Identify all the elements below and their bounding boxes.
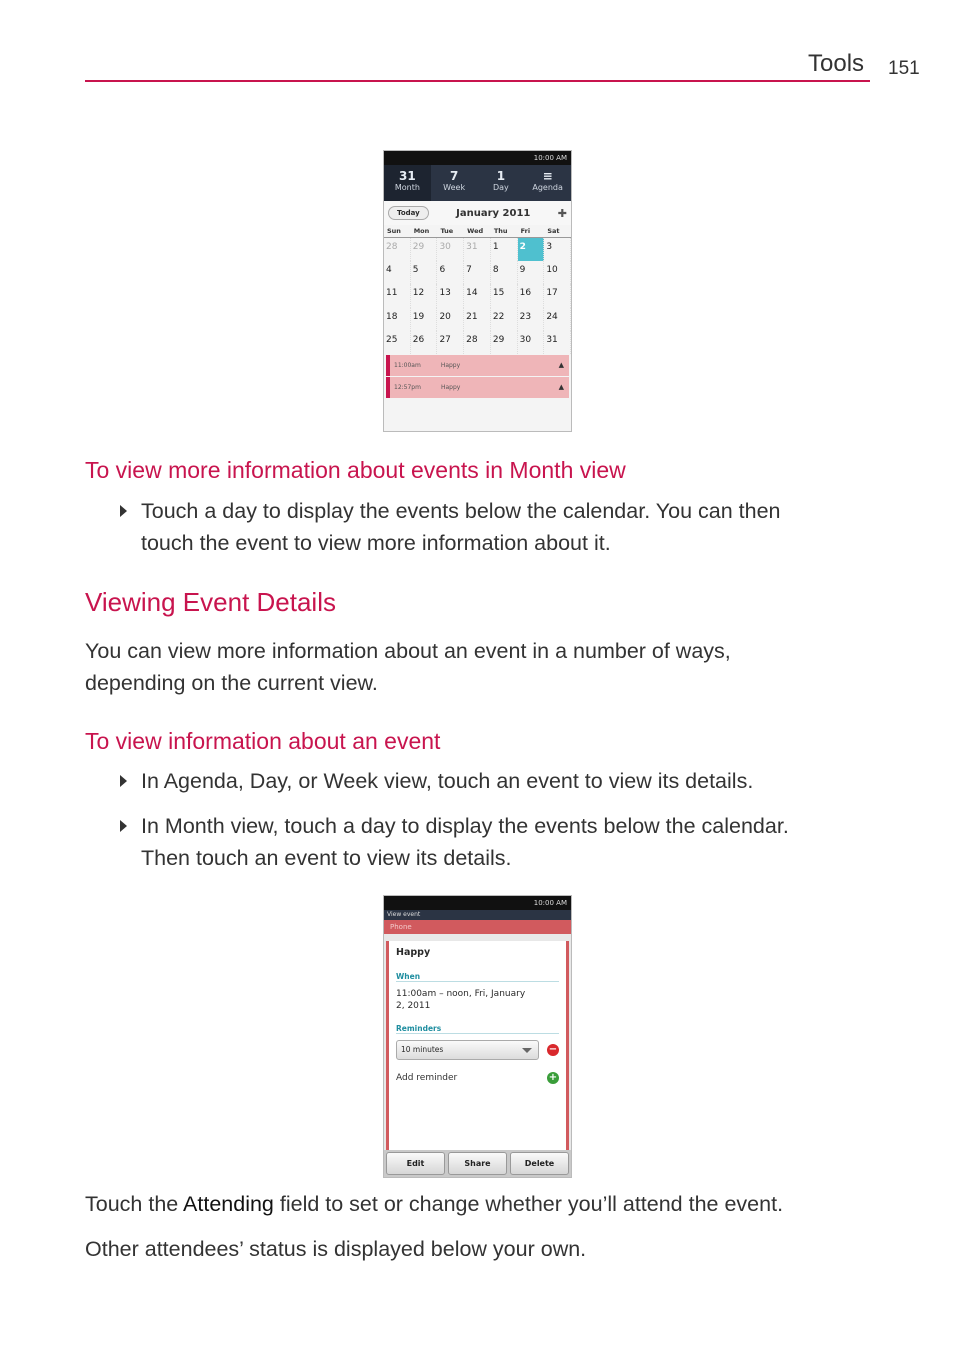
- month-bullet: [120, 810, 789, 874]
- tab-agenda[interactable]: [524, 165, 571, 201]
- remove-reminder-icon[interactable]: −: [548, 1044, 558, 1055]
- delete-button[interactable]: Delete: [510, 1152, 569, 1175]
- calendar-day[interactable]: 7: [464, 261, 491, 284]
- calendar-day[interactable]: 14: [464, 284, 491, 307]
- edit-button[interactable]: Edit: [386, 1152, 445, 1175]
- calendar-week: [384, 308, 571, 331]
- calendar-day[interactable]: 13: [437, 284, 464, 307]
- calendar-nav: [384, 201, 571, 225]
- reminder-select[interactable]: [396, 1040, 539, 1060]
- calendar-day[interactable]: 29: [491, 331, 518, 354]
- viewing-paragraph: [85, 635, 731, 699]
- viewing-event-details-heading: Viewing Event Details: [85, 587, 336, 617]
- calendar-day[interactable]: 16: [518, 284, 545, 307]
- event-name: Happy: [396, 947, 431, 958]
- dropdown-arrow-icon: [522, 1048, 532, 1053]
- bullet-line: In Agenda, Day, or Week view, touch an event to view its details.: [141, 769, 754, 793]
- add-reminder-icon[interactable]: +: [548, 1072, 558, 1083]
- header-rule: [85, 80, 870, 82]
- section-title: Tools: [808, 50, 865, 77]
- calendar-week: [384, 284, 571, 307]
- calendar-day[interactable]: 27: [437, 331, 464, 354]
- weekday-header: [384, 225, 571, 238]
- calendar-day[interactable]: 28: [464, 331, 491, 354]
- bullet-line: In Month view, touch a day to display the events below the calendar.: [141, 814, 789, 838]
- calendar-day[interactable]: 19: [411, 308, 438, 331]
- tab-day[interactable]: [478, 165, 525, 201]
- page-number: 151: [888, 58, 920, 79]
- weekday: Fri: [518, 225, 545, 238]
- calendar-day[interactable]: 15: [491, 284, 518, 307]
- attending-term: Attending: [183, 1192, 274, 1216]
- calendar-day[interactable]: 21: [464, 308, 491, 331]
- bullet-line: touch the event to view more information about it.: [141, 531, 611, 555]
- month-tab-icon: 31: [399, 169, 416, 183]
- tab-label: Month: [394, 183, 420, 192]
- button-bar: [384, 1150, 571, 1177]
- when-label: When: [396, 972, 559, 982]
- text: field to set or change whether you’ll attend the event.: [273, 1192, 784, 1216]
- calendar-day[interactable]: 31: [464, 238, 491, 261]
- day-tab-icon: 1: [496, 169, 506, 183]
- weekday: Thu: [491, 225, 518, 238]
- calendar-week: [384, 331, 571, 354]
- calendar-day[interactable]: 11: [384, 284, 411, 307]
- weekday: Sat: [544, 225, 571, 238]
- agenda-bullet: [120, 765, 753, 797]
- calendar-day[interactable]: 25: [384, 331, 411, 354]
- share-button[interactable]: Share: [448, 1152, 507, 1175]
- add-reminder-label: Add reminder: [396, 1073, 458, 1083]
- calendar-day[interactable]: 28: [384, 238, 411, 261]
- calendar-day[interactable]: 18: [384, 308, 411, 331]
- weekday: Sun: [384, 225, 411, 238]
- status-time: 10:00 AM: [533, 154, 567, 162]
- attending-paragraph: [85, 1188, 783, 1220]
- status-bar: [384, 151, 571, 165]
- week-tab-icon: 7: [449, 169, 459, 183]
- when-value: [396, 988, 559, 1012]
- status-time: 10:00 AM: [533, 899, 567, 907]
- event-row[interactable]: [386, 377, 569, 398]
- calendar-day[interactable]: 26: [411, 331, 438, 354]
- when-line: 2, 2011: [396, 1001, 431, 1011]
- event-title: Happy: [440, 361, 461, 369]
- paragraph-line: depending on the current view.: [85, 671, 378, 695]
- event-info-heading: To view information about an event: [85, 728, 441, 754]
- paragraph-line: You can view more information about an event in a number of ways,: [85, 639, 731, 663]
- tab-label: Agenda: [532, 183, 563, 192]
- calendar-month-screenshot: [383, 150, 572, 432]
- calendar-day[interactable]: 29: [411, 238, 438, 261]
- today-button[interactable]: Today: [388, 206, 429, 220]
- bullet-arrow-icon: [120, 820, 127, 832]
- tab-label: Week: [443, 183, 466, 192]
- bullet-arrow-icon: [120, 505, 127, 517]
- calendar-day[interactable]: 30: [437, 238, 464, 261]
- calendar-name: Phone: [384, 920, 571, 934]
- bullet-line: Touch a day to display the events below the calendar. You can then: [141, 499, 781, 523]
- reminder-value: 10 minutes: [401, 1045, 444, 1054]
- tab-week[interactable]: [431, 165, 478, 201]
- calendar-day[interactable]: 9: [518, 261, 545, 284]
- weekday: Wed: [464, 225, 491, 238]
- calendar-day[interactable]: 17: [544, 284, 571, 307]
- event-time: 11:00am: [394, 361, 421, 369]
- calendar-day[interactable]: 5: [411, 261, 438, 284]
- reminder-row: [396, 1040, 559, 1060]
- calendar-week: [384, 238, 571, 261]
- tab-label: Day: [492, 183, 509, 192]
- calendar-day[interactable]: 3: [544, 238, 571, 261]
- calendar-day[interactable]: 6: [437, 261, 464, 284]
- event-title: Happy: [440, 383, 461, 391]
- calendar-day[interactable]: 23: [518, 308, 545, 331]
- event-detail-card: [386, 941, 569, 1150]
- status-bar: [384, 896, 571, 910]
- view-event-title: View event: [384, 910, 571, 920]
- add-event-icon[interactable]: ✚: [557, 206, 567, 220]
- calendar-day[interactable]: 22: [491, 308, 518, 331]
- text: Touch the: [85, 1192, 184, 1216]
- calendar-day[interactable]: 4: [384, 261, 411, 284]
- calendar-day[interactable]: 8: [491, 261, 518, 284]
- tab-month[interactable]: [384, 165, 431, 201]
- calendar-day[interactable]: 31: [544, 331, 571, 354]
- calendar-day[interactable]: 30: [518, 331, 545, 354]
- month-view-bullet: [120, 495, 781, 559]
- bullet-arrow-icon: [120, 775, 127, 787]
- calendar-week: [384, 261, 571, 284]
- bullet-line: Then touch an event to view its details.: [141, 846, 512, 870]
- calendar-day-selected[interactable]: 2: [518, 238, 545, 261]
- weekday: Mon: [411, 225, 438, 238]
- month-title: January 2011: [456, 207, 531, 219]
- calendar-day[interactable]: 24: [544, 308, 571, 331]
- weekday: Tue: [437, 225, 464, 238]
- calendar-day[interactable]: 10: [544, 261, 571, 284]
- event-row[interactable]: [386, 355, 569, 376]
- calendar-day[interactable]: 20: [437, 308, 464, 331]
- month-view-heading: To view more information about events in Month view: [85, 457, 626, 483]
- reminder-bell-icon: ▲: [558, 382, 564, 391]
- when-line: 11:00am – noon, Fri, January: [396, 989, 526, 999]
- add-reminder-row[interactable]: [396, 1072, 559, 1084]
- calendar-day[interactable]: 12: [411, 284, 438, 307]
- event-time: 12:57pm: [394, 383, 421, 391]
- reminders-label: Reminders: [396, 1024, 559, 1034]
- agenda-tab-icon: ≡: [542, 169, 553, 183]
- calendar-day[interactable]: 1: [491, 238, 518, 261]
- view-event-screenshot: [383, 895, 572, 1178]
- calendar-tabs: [384, 165, 571, 201]
- others-status-paragraph: Other attendees’ status is displayed below your own.: [85, 1237, 587, 1261]
- reminder-bell-icon: ▲: [558, 360, 564, 369]
